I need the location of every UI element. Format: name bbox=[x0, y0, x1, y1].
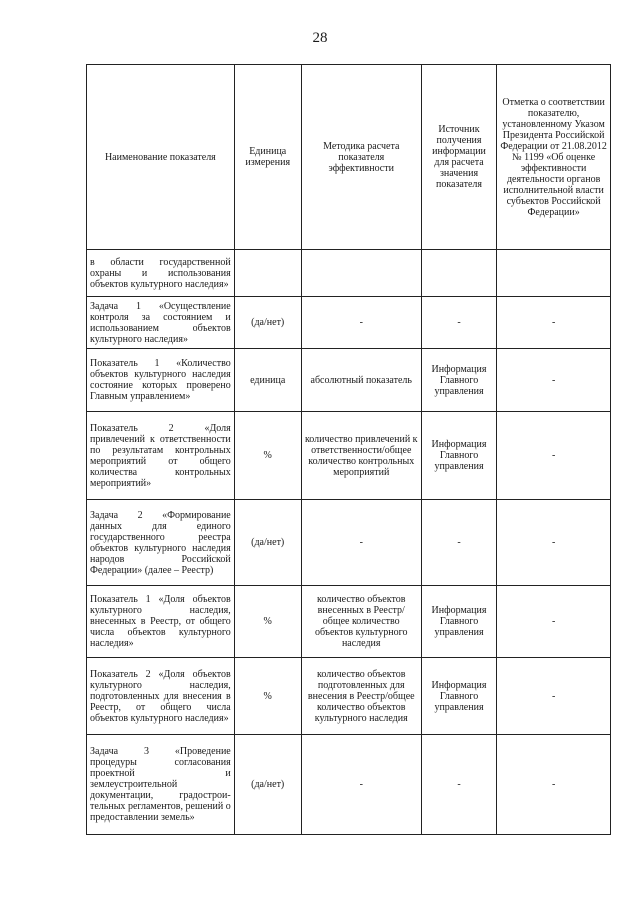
cell-unit: % bbox=[234, 412, 301, 500]
header-unit: Единица измерения bbox=[234, 65, 301, 250]
indicators-table bbox=[86, 64, 611, 835]
table-row bbox=[87, 297, 611, 349]
page-number: 28 bbox=[312, 30, 328, 46]
cell-name: Задача 2 «Формирование данных для единого государственного реестра объектов культурного наследия народов Российской Федерации» (далее – Реестр) bbox=[87, 500, 235, 586]
table-row bbox=[87, 250, 611, 297]
table-row bbox=[87, 586, 611, 658]
cell-unit bbox=[234, 250, 301, 297]
cell-source: Информация Главного управления bbox=[421, 658, 496, 735]
cell-unit: (да/нет) bbox=[234, 500, 301, 586]
cell-method: абсолютный показатель bbox=[301, 349, 421, 412]
cell-method: количество объектов подготовленных для внесения в Реестр/общее количество объектов культурного наследия bbox=[301, 658, 421, 735]
cell-mark: - bbox=[497, 658, 611, 735]
header-indicator-name: Наименование показателя bbox=[87, 65, 235, 250]
table-header-row bbox=[87, 65, 611, 250]
cell-mark bbox=[497, 250, 611, 297]
table-row bbox=[87, 735, 611, 835]
cell-source: - bbox=[421, 735, 496, 835]
cell-unit: (да/нет) bbox=[234, 735, 301, 835]
cell-source: Информация Главного управления bbox=[421, 349, 496, 412]
cell-source: Информация Главного управления bbox=[421, 586, 496, 658]
cell-name: Показатель 2 «Доля объектов культурного наследия, подготовленных для внесения в Реестр, от общего числа объектов культурного наследия» bbox=[87, 658, 235, 735]
table-row bbox=[87, 658, 611, 735]
cell-mark: - bbox=[497, 735, 611, 835]
cell-name: Задача 3 «Проведение процедуры согласования проектной и землеустроительной документации, градострои-тельных регламентов, решений о предоставлении земель» bbox=[87, 735, 235, 835]
cell-unit: (да/нет) bbox=[234, 297, 301, 349]
header-decree-compliance: Отметка о соответствии показателю, установленному Указом Президента Российской Федерации от 21.08.2012 № 1199 «Об оценке эффективности деятельности органов исполнительной власти субъектов Российской Федерации» bbox=[497, 65, 611, 250]
cell-mark: - bbox=[497, 297, 611, 349]
cell-source: - bbox=[421, 500, 496, 586]
table-row bbox=[87, 500, 611, 586]
cell-unit: % bbox=[234, 586, 301, 658]
table-row bbox=[87, 349, 611, 412]
header-information-source: Источник получения информации для расчета значения показателя bbox=[421, 65, 496, 250]
cell-name: Показатель 1 «Количество объектов культурного наследия состояние которых проверено Главным управлением» bbox=[87, 349, 235, 412]
cell-method bbox=[301, 250, 421, 297]
cell-method: - bbox=[301, 735, 421, 835]
table-row bbox=[87, 412, 611, 500]
cell-method: количество объектов внесенных в Реестр/общее количество объектов культурного наследия bbox=[301, 586, 421, 658]
cell-method: - bbox=[301, 297, 421, 349]
cell-name: Задача 1 «Осуществление контроля за состоянием и использованием объектов культурного наследия» bbox=[87, 297, 235, 349]
cell-name: Показатель 2 «Доля привлечений к ответственности по результатам контрольных мероприятий от общего количества контрольных мероприятий» bbox=[87, 412, 235, 500]
cell-mark: - bbox=[497, 349, 611, 412]
cell-mark: - bbox=[497, 412, 611, 500]
cell-name: Показатель 1 «Доля объектов культурного наследия, внесенных в Реестр, от общего числа объектов культурного наследия» bbox=[87, 586, 235, 658]
header-calculation-method: Методика расчета показателя эффективности bbox=[301, 65, 421, 250]
cell-method: количество привлечений к ответственности/общее количество контрольных мероприятий bbox=[301, 412, 421, 500]
cell-method: - bbox=[301, 500, 421, 586]
cell-unit: % bbox=[234, 658, 301, 735]
cell-source: Информация Главного управления bbox=[421, 412, 496, 500]
cell-unit: единица bbox=[234, 349, 301, 412]
cell-source: - bbox=[421, 297, 496, 349]
cell-mark: - bbox=[497, 500, 611, 586]
cell-source bbox=[421, 250, 496, 297]
cell-name: в области государственной охраны и использования объектов культурного наследия» bbox=[87, 250, 235, 297]
cell-mark: - bbox=[497, 586, 611, 658]
